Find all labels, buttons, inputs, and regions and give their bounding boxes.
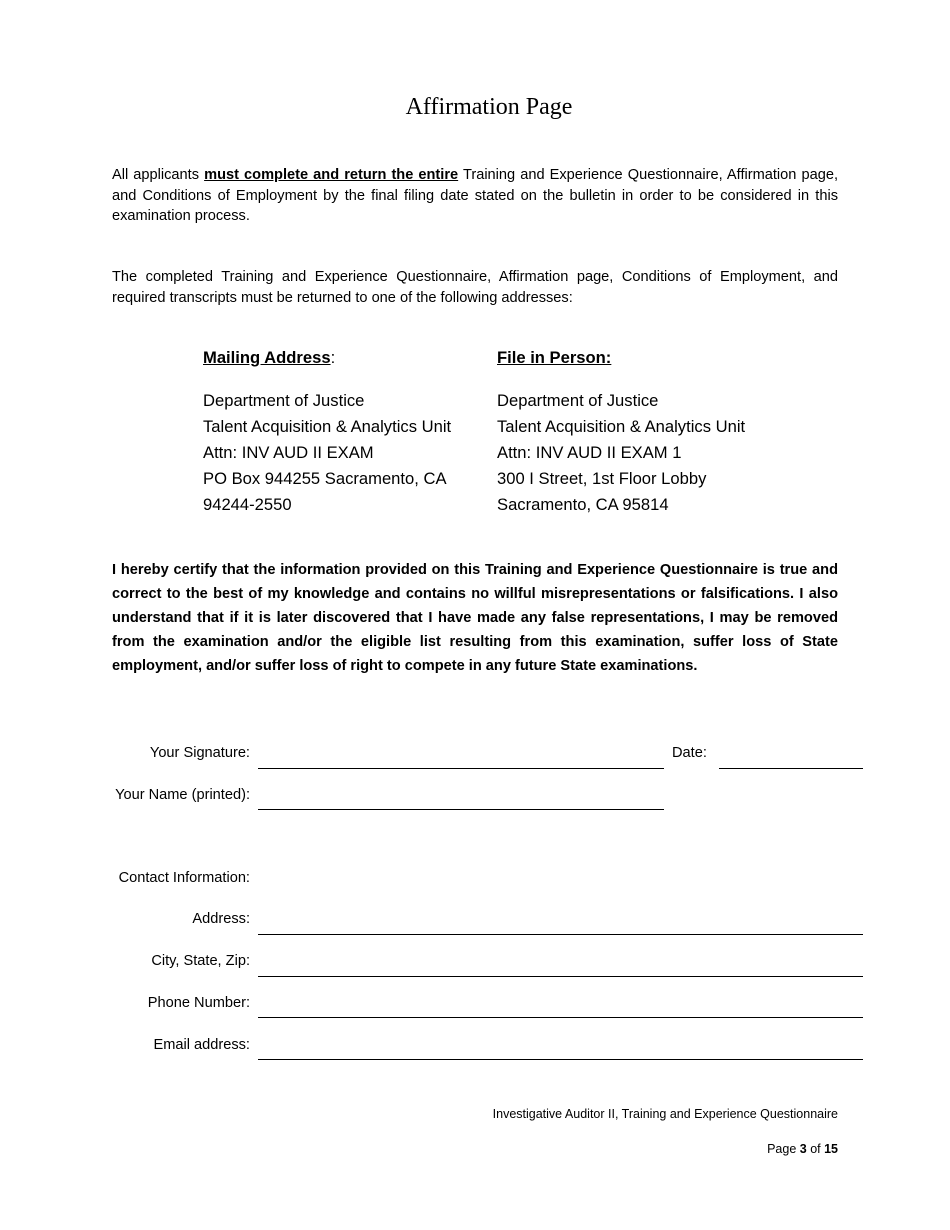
in-person-line: 300 I Street, 1st Floor Lobby bbox=[497, 469, 707, 488]
page-total: 15 bbox=[824, 1142, 838, 1156]
mailing-address-block bbox=[203, 346, 451, 518]
in-person-line: Talent Acquisition & Analytics Unit bbox=[497, 417, 746, 436]
signature-field[interactable] bbox=[258, 768, 664, 769]
email-address-label: Email address: bbox=[153, 1037, 250, 1053]
date-field[interactable] bbox=[719, 768, 863, 769]
address-label: Address: bbox=[192, 911, 250, 927]
footer-document-title: Investigative Auditor II, Training and Experience Questionnaire bbox=[492, 1107, 838, 1121]
return-instructions: The completed Training and Experience Questionnaire, Affirmation page, Conditions of Employment, and required transcripts must be returned to one of the following addresses: bbox=[112, 269, 838, 306]
email-address-field[interactable] bbox=[258, 1059, 863, 1060]
intro-prefix: All applicants bbox=[112, 167, 205, 183]
mailing-address-lines bbox=[203, 388, 451, 518]
in-person-heading: File in Person: bbox=[497, 348, 612, 367]
page-of-word: of bbox=[806, 1142, 825, 1156]
date-label: Date: bbox=[672, 745, 707, 761]
intro-emphasis: must complete and return the entire bbox=[204, 167, 459, 183]
city-state-zip-label: City, State, Zip: bbox=[151, 953, 250, 969]
printed-name-field[interactable] bbox=[258, 809, 664, 810]
in-person-line: Sacramento, CA 95814 bbox=[497, 495, 669, 514]
in-person-line: Department of Justice bbox=[497, 391, 659, 410]
city-state-zip-field[interactable] bbox=[258, 976, 863, 977]
in-person-address-block bbox=[497, 346, 745, 518]
intro-suffix: Training and Experience Questionnaire, Affirmation page, and Conditions of Employment by the final filing date stated on the bulletin in order to be considered in this examination process. bbox=[112, 167, 839, 224]
mailing-heading-text: Mailing Address bbox=[203, 348, 331, 367]
mailing-line: Attn: INV AUD II EXAM bbox=[203, 443, 374, 462]
address-field[interactable] bbox=[258, 934, 863, 935]
mailing-heading-colon: : bbox=[330, 348, 336, 367]
mailing-line: Talent Acquisition & Analytics Unit bbox=[203, 417, 452, 436]
page-current: 3 bbox=[799, 1142, 807, 1156]
mailing-line: PO Box 944255 Sacramento, CA bbox=[203, 469, 447, 488]
phone-number-field[interactable] bbox=[258, 1017, 863, 1018]
intro-paragraph bbox=[112, 165, 838, 227]
contact-information-label: Contact Information: bbox=[118, 870, 250, 886]
mailing-line: Department of Justice bbox=[203, 391, 365, 410]
in-person-line: Attn: INV AUD II EXAM 1 bbox=[497, 443, 682, 462]
in-person-address-lines bbox=[497, 388, 745, 518]
page-word: Page bbox=[767, 1142, 800, 1156]
certification-statement: I hereby certify that the information provided on this Training and Experience Questionnaire is true and correct to the best of my knowledge and contains no willful misrepresentations or falsifications. I also understand that if it is later discovered that I have made any false representations, I may be removed from the examination and/or the eligible list resulting from this examination, suffer loss of State employment, and/or suffer loss of right to compete in any future State examinations. bbox=[112, 562, 838, 674]
page-title: Affirmation Page bbox=[405, 94, 573, 120]
phone-number-label: Phone Number: bbox=[147, 995, 250, 1011]
signature-label: Your Signature: bbox=[149, 745, 250, 761]
page-number bbox=[767, 1142, 838, 1156]
mailing-address-heading bbox=[203, 346, 451, 370]
mailing-line: 94244-2550 bbox=[203, 495, 292, 514]
printed-name-label: Your Name (printed): bbox=[115, 787, 250, 803]
